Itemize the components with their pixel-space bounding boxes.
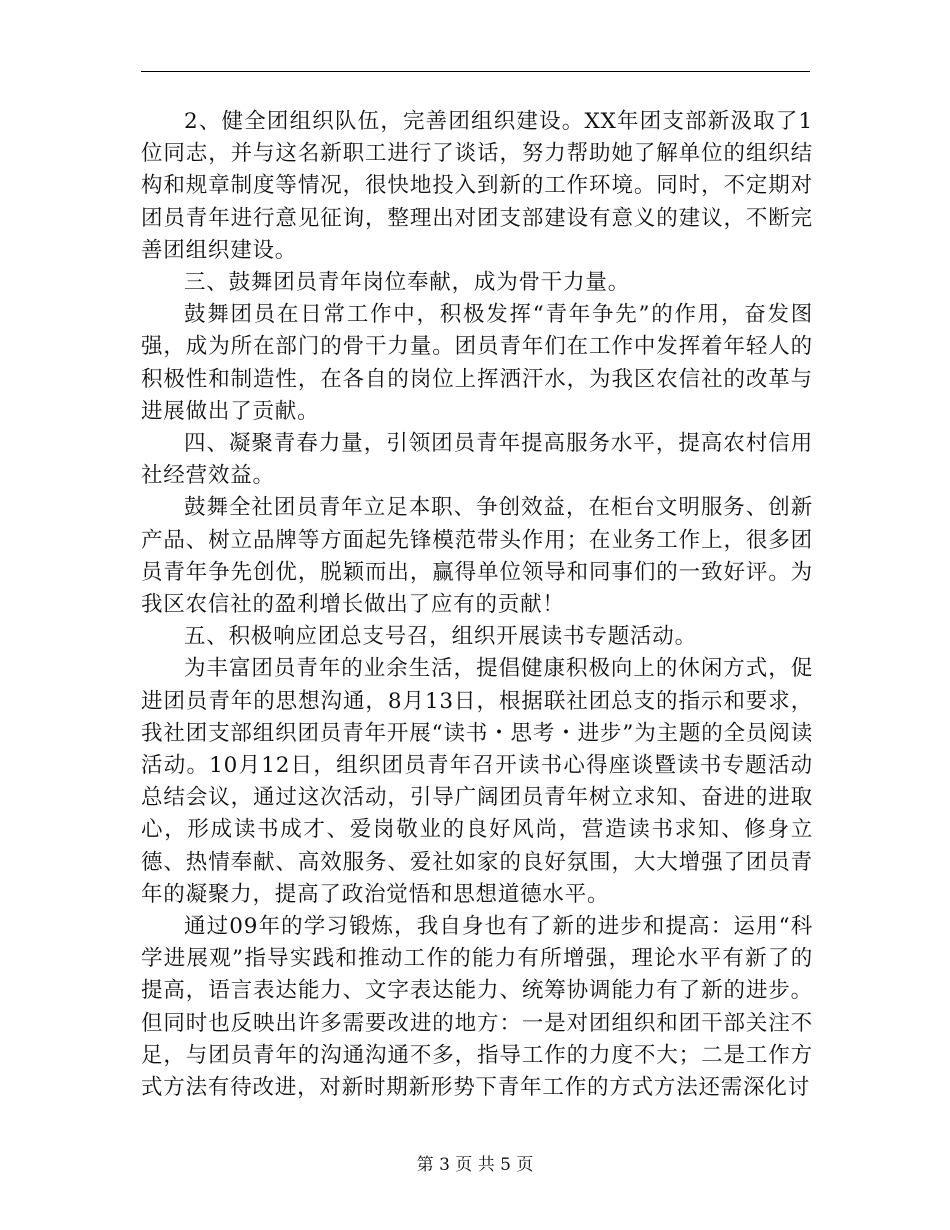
header-rule	[141, 71, 810, 72]
paragraph-summary: 通过09年的学习锻炼，我自身也有了新的进步和提高：运用“科学进展观”指导实践和推动工作的能力有所增强，理论水平有新了的提高，语言表达能力、文字表达能力、统筹协调能力有了新的进步。但同时也反映出许多需要改进的地方：一是对团组织和团干部关注不足，与团员青年的沟通沟通不多，指导工作的力度不大；二是工作方式方法有待改进，对新时期新形势下青年工作的方式方法还需深化讨	[141, 914, 813, 1101]
paragraph-section-3: 鼓舞团员在日常工作中，积极发挥“青年争先”的作用，奋发图强，成为所在部门的骨干力量。团员青年们在工作中发挥着年轻人的积极性和制造性，在各自的岗位上挥洒汗水，为我区农信社的改革与进展做出了贡献。	[141, 302, 813, 424]
paragraph-section-5: 为丰富团员青年的业余生活，提倡健康积极向上的休闲方式，促进团员青年的思想沟通，8月13日，根据联社团总支的指示和要求，我社团支部组织团员青年开展“读书・思考・进步”为主题的全员阅读活动。10月12日，组织团员青年召开读书心得座谈暨读书专题活动总结会议，通过这次活动，引导广阔团员青年树立求知、奋进的进取心，形成读书成才、爱岗敬业的良好风尚，营造读书求知、修身立德、热情奉献、高效服务、爱社如家的良好氛围，大大增强了团员青年的凝聚力，提高了政治觉悟和思想道德水平。	[141, 656, 813, 907]
section-heading-5: 五、积极响应团总支号召，组织开展读书专题活动。	[184, 624, 697, 650]
page-number-footer: 第 3 页 共 5 页	[416, 1155, 534, 1175]
paragraph-item-2: 2、健全团组织队伍，完善团组织建设。XX年团支部新汲取了1位同志，并与这名新职工进行了谈话，努力帮助她了解单位的组织结构和规章制度等情况，很快地投入到新的工作环境。同时，不定期对团员青年进行意见征询，整理出对团支部建设有意义的建议，不断完善团组织建设。	[141, 109, 813, 263]
paragraph-section-4: 鼓舞全社团员青年立足本职、争创效益，在柜台文明服务、创新产品、树立品牌等方面起先锋模范带头作用；在业务工作上，很多团员青年争先创优，脱颖而出，赢得单位领导和同事们的一致好评。为我区农信社的盈利增长做出了应有的贡献！	[141, 495, 813, 618]
document-body	[141, 106, 813, 1104]
section-heading-4: 四、凝聚青春力量，引领团员青年提高服务水平，提高农村信用社经营效益。	[141, 431, 813, 489]
section-heading-3: 三、鼓舞团员青年岗位奉献，成为骨干力量。	[184, 270, 631, 296]
